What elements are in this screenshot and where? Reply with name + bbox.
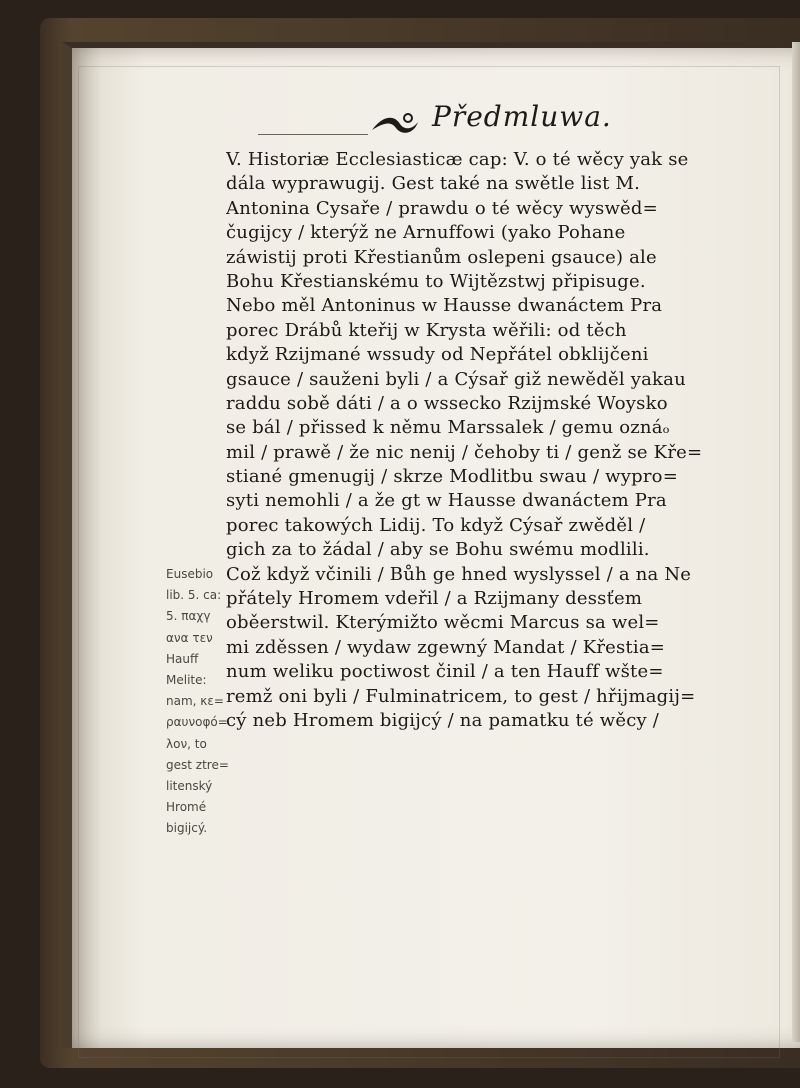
text-line: záwistij proti Křestianům oslepeni gsauce) ale <box>226 246 657 268</box>
text-line: raddu sobě dáti / a o wssecko Rzijmské Woysko <box>226 392 668 414</box>
margin-line: Eusebio <box>166 567 214 581</box>
margin-line: ραυνοφό= <box>166 715 228 730</box>
margin-line: λον, to <box>166 736 207 751</box>
margin-line: 5. παχγ <box>166 609 211 624</box>
text-line: gich za to žádal / aby se Bohu swému modlili. <box>226 539 650 561</box>
text-line: stiané gmenugij / skrze Modlitbu swau / wypro= <box>226 466 679 488</box>
text-line: když Rzijmané wssudy od Nepřátel obklijčeni <box>226 344 649 366</box>
marginal-note <box>166 564 230 839</box>
margin-line: gest ztre= <box>166 757 229 772</box>
text-line: remž oni byli / Fulminatricem, to gest / hřijmagij= <box>226 685 696 707</box>
fleuron-ornament-icon <box>368 108 424 138</box>
margin-line: ανα τεν <box>166 630 213 645</box>
text-line: cý neb Hromem bigijcý / na pamatku té wěcy / <box>226 709 660 731</box>
text-line: porec takowých Lidij. To když Cýsař zwěděl / <box>226 514 646 536</box>
text-line: se bál / přissed k němu Marssalek / gemu oznáₒ <box>226 417 670 439</box>
page-edge <box>792 42 800 1042</box>
margin-line: litenský <box>166 778 213 793</box>
text-line: čugijcy / kterýž ne Arnuffowi (yako Pohane <box>226 222 626 244</box>
text-line: num weliku poctiwost činil / a ten Hauff wšte= <box>226 661 664 683</box>
margin-line: bigijcý. <box>166 821 208 836</box>
header-rule <box>258 134 368 135</box>
text-line: mi zděssen / wydaw zgewný Mandat / Křestia= <box>226 636 666 658</box>
margin-line: Hromé <box>166 800 207 815</box>
text-line: gsauce / sauženi byli / a Cýsař giž newěděl yakau <box>226 368 686 390</box>
text-line: Antonina Cysaře / prawdu o té wěcy wyswěd= <box>226 197 658 219</box>
running-head: Předmluwa. <box>432 100 612 133</box>
margin-line: nam, κε= <box>166 694 224 709</box>
text-line: V. Historiæ Ecclesiasticæ cap: V. o té wěcy yak se <box>226 149 689 170</box>
margin-line: Hauff <box>166 651 199 666</box>
margin-line: lib. 5. ca: <box>166 588 222 603</box>
text-line: mil / prawě / že nic nenij / čehoby ti / genž se Kře= <box>226 441 703 463</box>
text-line: oběerstwil. Kterýmižto wěcmi Marcus sa wel= <box>226 612 660 634</box>
body-text <box>226 148 766 733</box>
text-line: Bohu Křestianskému to Wijtězstwj připisuge. <box>226 270 646 292</box>
margin-line: Melite: <box>166 672 207 687</box>
text-line: přátely Hromem vdeřil / a Rzijmany dessťem <box>226 588 643 610</box>
text-line: dála wyprawugij. Gest také na swětle list M. <box>226 173 641 195</box>
text-line: Což když včinili / Bůh ge hned wyslyssel / a na Ne <box>226 563 692 585</box>
text-line: Nebo měl Antoninus w Hausse dwanáctem Pra <box>226 295 663 317</box>
text-line: syti nemohli / a že gt w Hausse dwanáctem Pra <box>226 490 667 512</box>
text-line: porec Drábů kteřij w Krysta wěřili: od těch <box>226 319 627 341</box>
